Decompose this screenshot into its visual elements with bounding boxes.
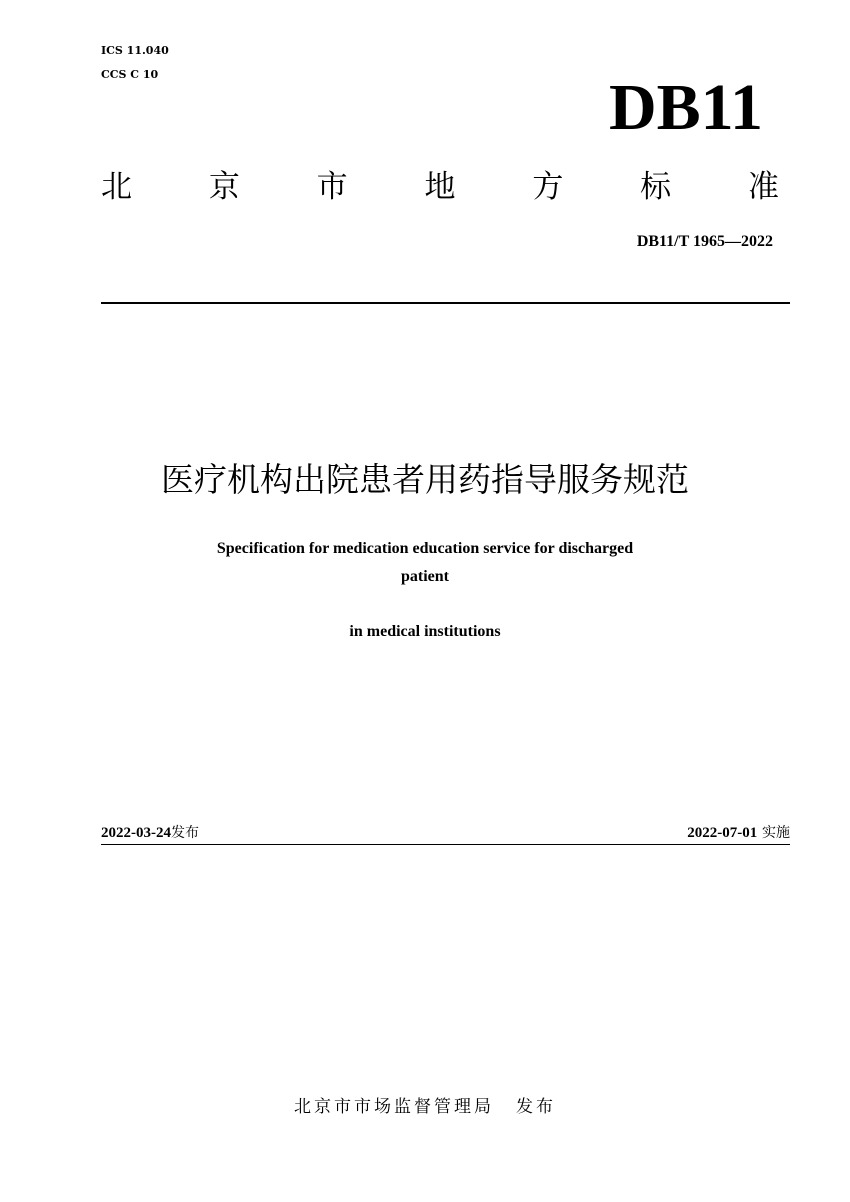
standard-type-char: 标 — [640, 169, 672, 205]
implement-label: 实施 — [762, 825, 790, 841]
standard-type-char: 市 — [316, 169, 348, 205]
header-divider — [101, 302, 790, 304]
document-title-en-line3: in medical institutions — [349, 623, 501, 640]
issuer-name: 北京市市场监督管理局 — [294, 1097, 494, 1117]
ics-code: ICS 11.040 — [101, 44, 169, 57]
standard-type-char: 北 — [101, 169, 132, 205]
publish-date: 2022-03-24 — [101, 825, 171, 841]
issuer-line — [0, 1095, 850, 1119]
standard-number: DB11/T 1965—2022 — [636, 233, 773, 250]
ccs-code: CCS C 10 — [101, 68, 159, 81]
implement-date-block — [687, 822, 790, 843]
standard-type-char: 准 — [747, 169, 779, 205]
publish-date-block — [101, 822, 199, 843]
document-title-zh: 医疗机构出院患者用药指导服务规范 — [161, 460, 689, 499]
standard-type-char: 地 — [424, 169, 456, 205]
standard-type-heading — [101, 166, 779, 208]
standard-type-char: 京 — [208, 169, 240, 205]
implement-date: 2022-07-01 — [687, 825, 758, 841]
document-title-en-line2: patient — [401, 568, 449, 585]
date-line — [101, 822, 790, 845]
publish-label: 发布 — [171, 825, 199, 841]
issuer-action: 发布 — [516, 1097, 556, 1117]
standard-type-char: 方 — [532, 169, 564, 205]
document-title-en-line1: Specification for medication education service for discharged — [216, 540, 634, 557]
db11-logo: DB11 — [608, 71, 763, 144]
